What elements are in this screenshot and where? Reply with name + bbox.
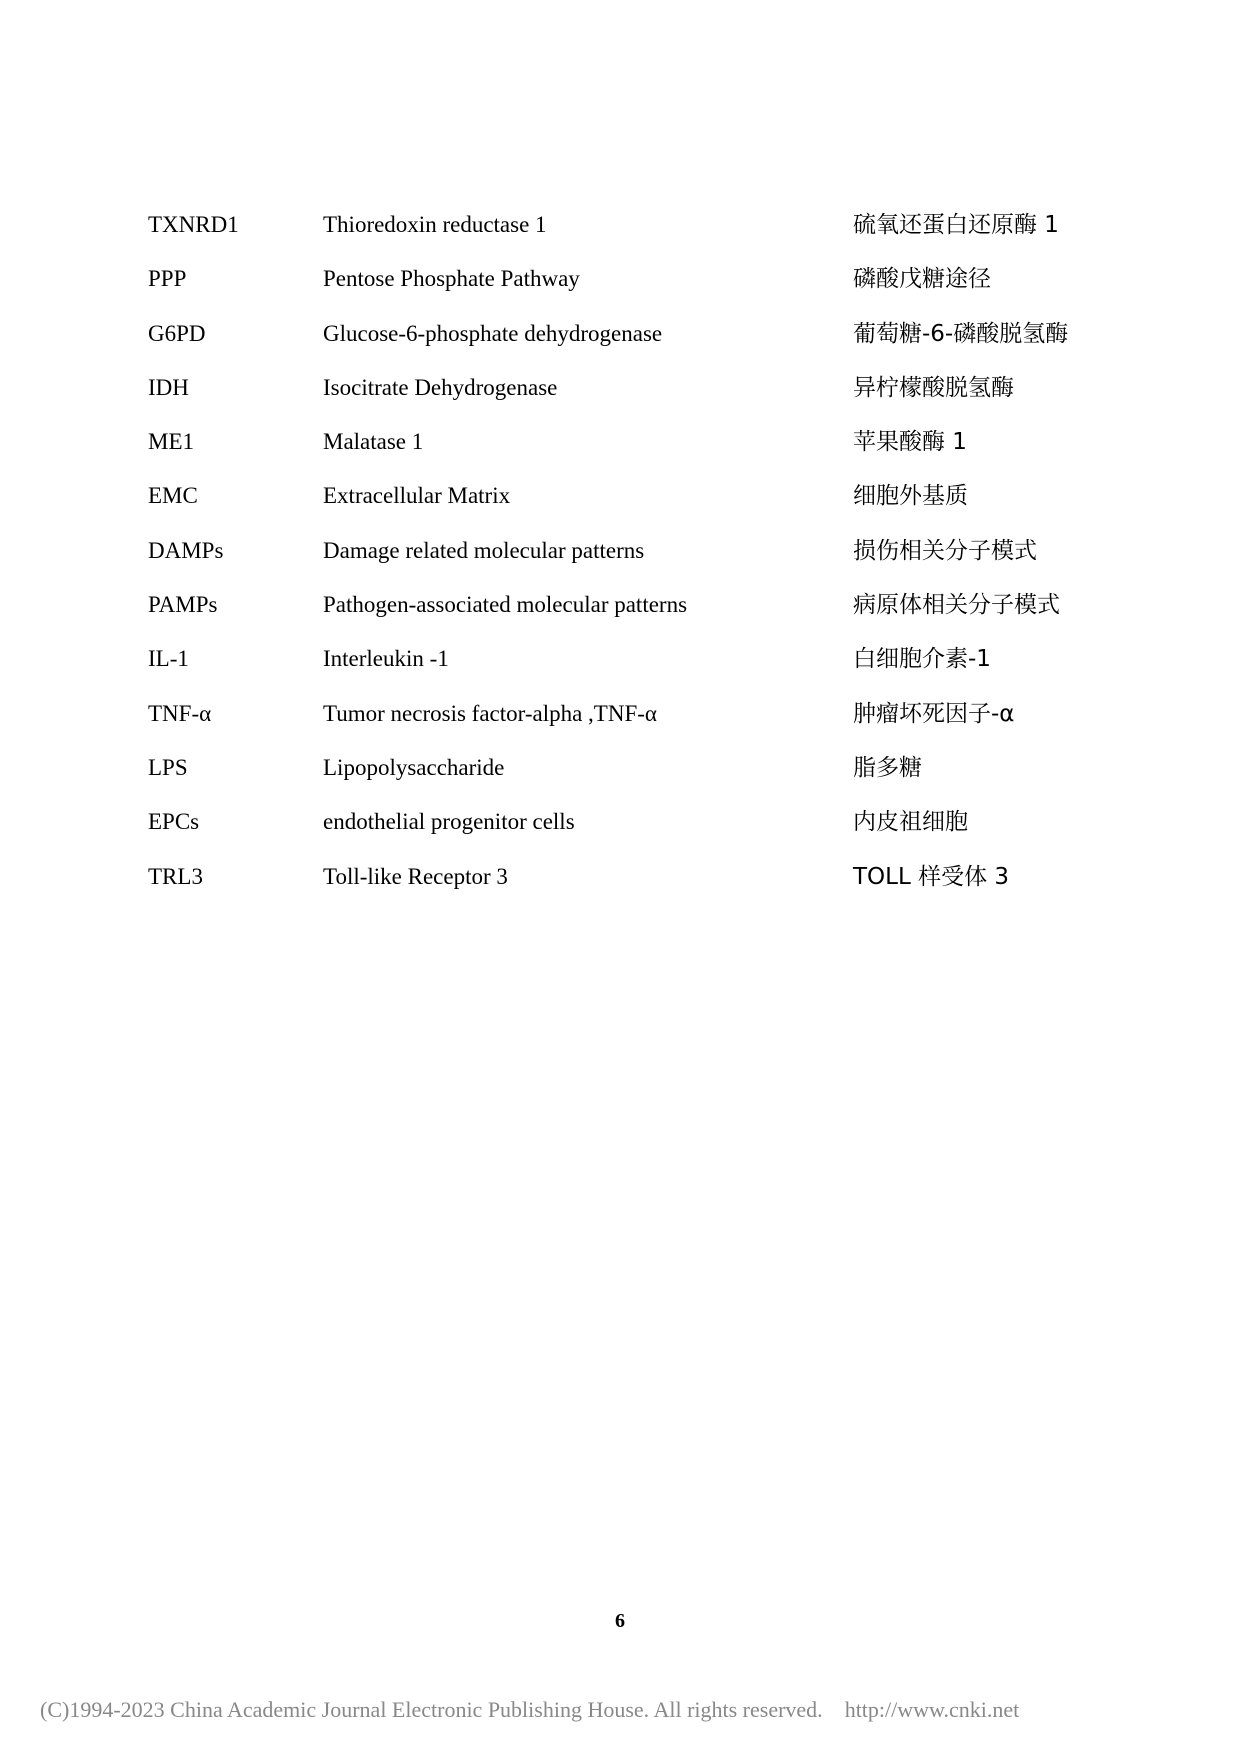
english-term: Isocitrate Dehydrogenase <box>323 374 558 400</box>
copyright-text: (C)1994-2023 China Academic Journal Electronic Publishing House. All rights reserved. <box>40 1697 823 1722</box>
chinese-term: 硫氧还蛋白还原酶 1 <box>853 212 1059 238</box>
english-term: Extracellular Matrix <box>323 483 511 509</box>
abbreviation: DAMPs <box>148 537 224 563</box>
chinese-term: 内皮祖细胞 <box>853 809 968 836</box>
abbreviation: PAMPs <box>148 592 218 618</box>
english-term: Damage related molecular patterns <box>323 537 645 563</box>
abbreviation: ME1 <box>148 429 194 455</box>
chinese-term: 异柠檬酸脱氢酶 <box>853 374 1014 401</box>
english-term: Pathogen-associated molecular patterns <box>323 592 688 618</box>
table-row <box>148 319 1108 373</box>
chinese-term: 损伤相关分子模式 <box>853 537 1037 564</box>
english-term: Glucose-6-phosphate dehydrogenase <box>323 320 663 346</box>
table-row <box>148 264 1108 318</box>
footer-url[interactable]: http://www.cnki.net <box>844 1697 1020 1722</box>
table-row <box>148 699 1108 753</box>
table-row <box>148 644 1108 698</box>
english-term: endothelial progenitor cells <box>323 809 575 835</box>
english-term: Malatase 1 <box>323 429 424 455</box>
table-row <box>148 373 1108 427</box>
abbreviation: EPCs <box>148 809 200 835</box>
abbreviation: PPP <box>148 266 187 292</box>
abbreviation: TXNRD1 <box>148 212 239 237</box>
table-row <box>148 210 1108 264</box>
chinese-term: 细胞外基质 <box>853 483 968 510</box>
chinese-term: 苹果酸酶 1 <box>853 429 967 456</box>
abbreviation: LPS <box>148 754 188 780</box>
abbreviation-table <box>148 210 1108 916</box>
english-term: Pentose Phosphate Pathway <box>323 266 580 292</box>
english-term: Thioredoxin reductase 1 <box>323 212 547 237</box>
copyright-footer <box>40 1697 1019 1723</box>
table-row <box>148 427 1108 481</box>
table-row <box>148 753 1108 807</box>
english-term: Interleukin -1 <box>323 646 449 672</box>
abbreviation: TRL3 <box>148 863 203 889</box>
chinese-term: 葡萄糖-6-磷酸脱氢酶 <box>853 320 1069 347</box>
abbreviation: IDH <box>148 374 189 400</box>
table-row <box>148 481 1108 535</box>
table-row <box>148 862 1108 916</box>
chinese-term: 磷酸戊糖途径 <box>853 266 991 293</box>
abbreviation: EMC <box>148 483 198 509</box>
english-term: Lipopolysaccharide <box>323 754 505 780</box>
table-row <box>148 807 1108 861</box>
english-term: Toll-like Receptor 3 <box>323 863 508 889</box>
abbreviation: IL-1 <box>148 646 189 672</box>
chinese-term: 白细胞介素-1 <box>853 646 991 673</box>
page-number: 6 <box>615 1610 625 1632</box>
chinese-term: 病原体相关分子模式 <box>853 592 1060 619</box>
abbreviation: TNF-α <box>148 700 212 726</box>
chinese-term: 肿瘤坏死因子-α <box>853 700 1015 727</box>
table-row <box>148 590 1108 644</box>
english-term: Tumor necrosis factor-alpha ,TNF-α <box>323 700 657 726</box>
table-row <box>148 536 1108 590</box>
abbreviation: G6PD <box>148 320 206 346</box>
chinese-term: 脂多糖 <box>853 754 922 781</box>
chinese-term: TOLL 样受体 3 <box>853 863 1010 890</box>
